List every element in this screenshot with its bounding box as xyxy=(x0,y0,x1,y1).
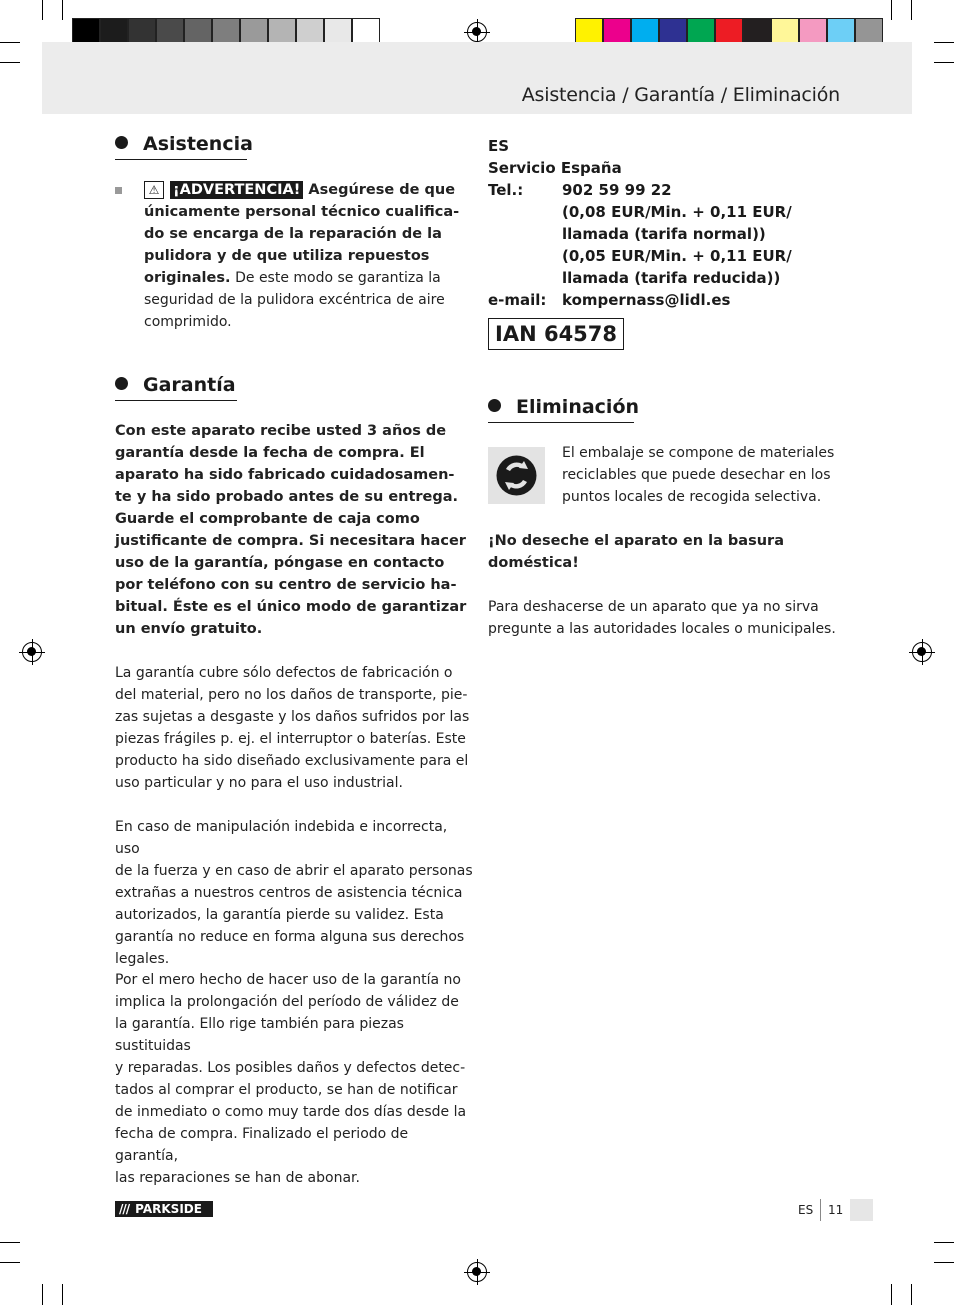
gray-swatch xyxy=(352,18,380,45)
gray-swatch xyxy=(72,18,100,45)
service-contact: ES Servicio España Tel.: 902 59 99 22 (0,08 EUR/Min. + 0,11 EUR/ llamada (tarifa normal)) (0,05 EUR/Min. + 0,11 EUR/ llamada (tarifa reducida)) e-mail: kompernass@lidl.es xyxy=(488,135,848,311)
section-heading-garantia: Garantía xyxy=(115,374,236,396)
registration-mark-bottom xyxy=(467,1262,487,1282)
color-swatch xyxy=(603,18,631,45)
asistencia-warning: ⚠ ¡ADVERTENCIA! Asegúrese de que únicamente personal técnico cualifica- do se encarga de la reparación de la pulidora y de que utiliza repuestos originales. De este modo se garantiza la seguridad de la pulidora excéntrica de aire comprimido. xyxy=(144,182,460,330)
color-swatch xyxy=(631,18,659,45)
color-swatch xyxy=(687,18,715,45)
gray-swatch xyxy=(296,18,324,45)
ian-number-box: IAN 64578 xyxy=(488,318,624,350)
disposal-warning: ¡No deseche el aparato en la basura doméstica! xyxy=(488,533,784,571)
registration-mark-left xyxy=(22,642,42,662)
gray-swatch xyxy=(100,18,128,45)
gray-swatch xyxy=(240,18,268,45)
color-swatch xyxy=(799,18,827,45)
country-service-name: Servicio España xyxy=(488,159,622,177)
email-link[interactable]: kompernass@lidl.es xyxy=(562,291,731,309)
recycle-icon-container xyxy=(488,447,545,504)
garantia-paragraph-4: Por el mero hecho de hacer uso de la garantía no implica la prolongación del período de válidez de la garantía. Ello rige también para piezas sustituidas y reparadas. Los posibles daños y defectos detec- tados al comprar el producto, se han de notificar de inmediato o como muy tarde dos días desde la fecha de compra. Finalizado el periodo de garantía, las reparaciones se han de abonar. xyxy=(115,972,467,1186)
parkside-logo: /// PARKSIDE xyxy=(115,1201,213,1217)
gray-swatch xyxy=(324,18,352,45)
packaging-text: El embalaje se compone de materiales reciclables que puede desechar en los puntos locales de recogida selectiva. xyxy=(562,445,835,505)
warning-tag: ¡ADVERTENCIA! xyxy=(170,181,303,199)
country-code: ES xyxy=(488,137,510,155)
gray-swatch xyxy=(268,18,296,45)
garantia-bold-paragraph: Con este aparato recibe usted 3 años de garantía desde la fecha de compra. El aparato ha sido fabricado cuidadosamen- te y ha sido probado antes de su entrega. Guarde el comprobante de caja como justificante de compra. Si necesitara hacer uso de la garantía, póngase en contacto por teléfono con su centro de servicio ha- bitual. Éste es el único modo de garantizar un envío gratuito. xyxy=(115,423,467,637)
section-heading-asistencia: Asistencia xyxy=(115,133,253,155)
bullet-icon xyxy=(115,136,128,149)
list-bullet-icon xyxy=(115,187,122,194)
garantia-paragraph-2: La garantía cubre sólo defectos de fabricación o del material, pero no los daños de transporte, pie- zas sujetas a desgaste y los daños sufridos por las piezas frágiles p. ej. el interruptor o baterías. Este producto ha sido diseñado exclusivamente para el uso particular y no para el uso industrial. xyxy=(115,665,470,791)
footer-language: ES xyxy=(798,1203,814,1217)
gray-swatch xyxy=(128,18,156,45)
color-swatch xyxy=(659,18,687,45)
color-swatch xyxy=(715,18,743,45)
bullet-icon xyxy=(115,377,128,390)
registration-mark-right xyxy=(912,642,932,662)
registration-mark-top xyxy=(467,22,487,42)
page-number: 11 xyxy=(828,1203,844,1217)
garantia-paragraph-3: En caso de manipulación indebida e incorrecta, uso de la fuerza y en caso de abrir el aparato personas extrañas a nuestros centros de asistencia técnica autorizados, la garantía pierde su validez. Esta garantía no reduce en forma alguna sus derechos legales. xyxy=(115,819,473,967)
green-dot-recycling-icon xyxy=(488,447,545,504)
warning-triangle-icon: ⚠ xyxy=(144,181,164,199)
color-swatch xyxy=(855,18,883,45)
footer-divider xyxy=(820,1199,821,1221)
footer-tab xyxy=(850,1199,873,1221)
gray-swatch xyxy=(184,18,212,45)
color-swatch xyxy=(743,18,771,45)
bullet-icon xyxy=(488,399,501,412)
page-title: Asistencia / Garantía / Eliminación xyxy=(521,84,840,106)
phone-number: 902 59 99 22 xyxy=(562,181,672,199)
color-swatch xyxy=(827,18,855,45)
gray-swatch xyxy=(156,18,184,45)
section-heading-eliminacion: Eliminación xyxy=(488,396,639,418)
color-swatch xyxy=(771,18,799,45)
gray-swatch xyxy=(212,18,240,45)
disposal-text: Para deshacerse de un aparato que ya no sirva pregunte a las autoridades locales o municipales. xyxy=(488,599,836,637)
color-swatch xyxy=(575,18,603,45)
